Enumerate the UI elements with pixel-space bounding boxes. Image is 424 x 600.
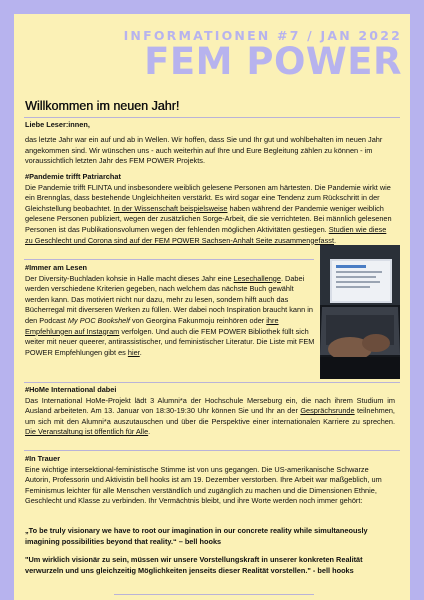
divider [24,382,400,383]
paragraph-text: Eine wichtige intersektional-feministische Stimme ist von uns gegangen. Die US-amerikanische Schwarze Autorin, Professorin und Aktivistin bell hooks ist am 19. Dezember verstorben. Ihre Arbeit war maßgeblich, um Feminismus leichter für alle Menschen verständlich und zugänglich zu machen und die Dimensionen Ethnie, Geschlecht und Klasse zu verbinden. Ihr Vermächtnis bleibt, und ihre Worte werden noch immer gehört: [25,464,382,506]
divider [114,594,314,595]
salutation-text: Liebe Leser:innen, [25,120,90,129]
paragraph-text: . [334,235,337,245]
divider [24,450,400,451]
link-studien[interactable]: Studien wie diese zu Geschlecht und Corona sind auf der FEM POWER Sachsen-Anhalt Seite zusammengefasst [25,224,387,245]
link-hier[interactable]: hier [127,347,140,357]
quote-text: „To be truly visionary we have to root our imagination in our concrete reality while simultaneously imagining possibilities beyond that reality.“ – bell hooks [25,526,368,546]
paragraph-text: von Georgina Fakunmoju reinhören oder [129,315,267,325]
link-lesechallenge[interactable]: Lesechallenge [233,273,281,283]
podcast-title: My POC Bookshelf [67,315,130,325]
welcome-salutation [25,120,395,131]
section-trauer [25,454,395,507]
quote-text: "Um wirklich visionär zu sein, müssen wir unsere Vorstellungskraft in unserer konkreten Realität verwurzeln und uns gleichzeitig Möglichkeiten jenseits dieser Realität vorstellen." - bell hooks [25,555,363,575]
newsletter-title: FEM POWER [144,40,402,83]
section-heading: #Pandemie trifft Patriarchat [25,172,121,181]
section-pandemie [25,172,395,246]
link-veranstaltung[interactable]: Die Veranstaltung ist öffentlich für Alle [25,427,149,437]
welcome-title: Willkommen im neuen Jahr! [25,99,180,113]
issue-label: INFORMATIONEN #7 / JAN 2022 [123,28,402,43]
paragraph-text: Das International HoMe-Projekt lädt 3 Alumni*a der Hochschule Merseburg ein, die nach ihrem Studium im Ausland arbeiteten. Am 13. Januar von 18:30-19:30 Uhr können Sie und Ihr an der [25,395,395,416]
divider [24,259,314,260]
section-lesen [25,263,315,358]
quote-english [25,526,395,547]
laptop-image [320,245,400,379]
link-instagram[interactable]: ihre Empfehlungen auf Instagram [25,315,279,336]
section-heading: #In Trauer [25,454,61,463]
paragraph-text: Die Pandemie trifft FLINTA und insbesondere weiblich gelesene Personen am härtesten. Die Pandemie wirkt wie ein Brennglas, dass bestehende Ungleichheiten verstärkt. Es wird sogar eine Tendenz zum Rückschritt in der Gleichstellung beobachtet. [25,182,391,213]
section-heading: #HoMe International dabei [25,385,117,394]
link-gespraechsrunde[interactable]: Gesprächsrunde [300,406,355,416]
laptop-photo [320,245,400,379]
newsletter-page [14,14,410,600]
quote-german [25,555,395,576]
paragraph-text: teilnehmen, um sich mit den Alumni*a auszutauschen und über die Perspektive einer internationalen Karriere zu sprechen. [25,406,395,426]
welcome-body [25,135,395,167]
link-wissenschaft[interactable]: In der Wissenschaft beispielsweise [113,203,228,213]
paragraph-text: . [148,427,151,437]
section-home [25,385,395,438]
divider [24,117,400,118]
paragraph-text: haben während der Pandemie weniger weiblich gelesene Personen publiziert, wegen der zusätzlichen Sorge-Arbeit, die sie verrichteten. Bei männlich gelesenen Personen ist das Publikationsvolumen wegen der fehlenden möglichen Aktivitäten gestiegen. [25,203,392,234]
paragraph-text: . Dabei werden verschiedene Kriterien gegeben, nach welchem das nächste Buch gewählt werden kann. Das motiviert nicht nur dazu, mehr zu lesen, sondern hilft auch das Bücherregal mit diverseren Werken zu füllen. Wer dabei noch Inspiration braucht kann in den Podcast [25,273,313,325]
paragraph-text: Der Diversity-Buchladen kohsie in Halle macht dieses Jahr eine [25,273,234,283]
paragraph-text: verfolgen. Und auch die FEM POWER Bibliothek füllt sich weiter mit neuer queerer, antirassistischer, und feministischer Literatur. Die Liste mit FEM POWER Empfehlungen gibt es [25,326,315,357]
section-heading: #Immer am Lesen [25,263,88,272]
welcome-text: das letzte Jahr war ein auf und ab in Wellen. Wir hoffen, dass Sie und Ihr gut und wohlbehalten im neuen Jahr angekommen sind. Wir wünschen uns - auch weiterhin auf Ihre und Eure Begleitung zählen zu können - im voraussichtlich letzten Jahr des FEM POWER Projekts. [25,135,383,166]
paragraph-text: . [139,347,142,357]
